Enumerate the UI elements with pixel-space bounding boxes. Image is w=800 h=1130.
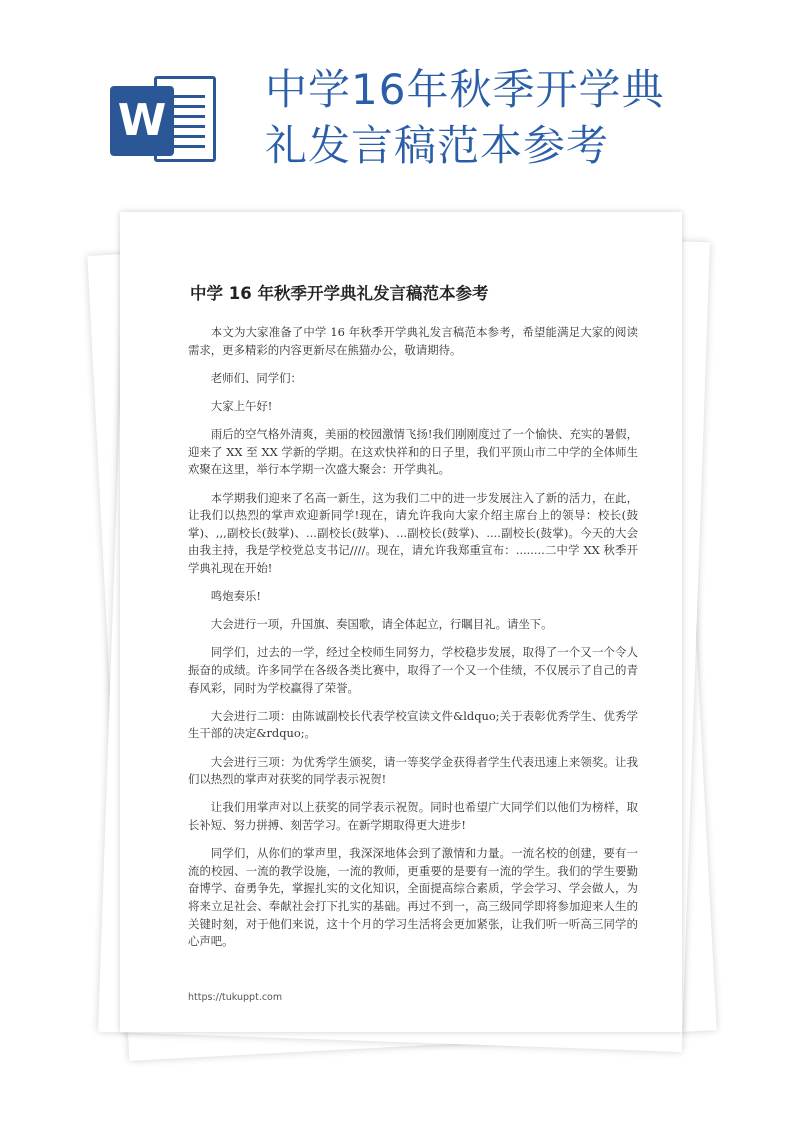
paragraph: 让我们用掌声对以上获奖的同学表示祝贺。同时也希望广大同学们以他们为榜样，取长补短、努力拼搏、刻苦学习。在新学期取得更大进步!: [188, 800, 638, 832]
document-body: [188, 324, 638, 961]
paragraph: 老师们、同学们：: [210, 370, 302, 385]
paragraph: 鸣炮奏乐!: [210, 589, 261, 604]
paragraph: 同学们，过去的一学，经过全校师生同努力，学校稳步发展，取得了一个又一个令人振奋的成绩。许多同学在各级各类比赛中，取得了一个又一个佳绩，不仅展示了自己的青春风彩，同时为学校赢得了荣誉。: [188, 645, 638, 695]
paragraph: 大会进行一项，升国旗、奏国歌，请全体起立，行瞩目礼。请坐下。: [210, 617, 553, 632]
paragraph: 雨后的空气格外清爽，美丽的校园激情飞扬!我们刚刚度过了一个愉快、充实的暑假，迎来了 XX 至 XX 学新的学期。在这欢快祥和的日子里，我们平顶山市二中学的全体师生欢聚在这里，举行本学期一次盛大聚会：开学典礼。: [188, 427, 638, 477]
document-title: 中学 16 年秋季开学典礼发言稿范本参考: [190, 284, 489, 303]
paragraph: 本文为大家准备了中学 16 年秋季开学典礼发言稿范本参考，希望能满足大家的阅读需求，更多精彩的内容更新尽在熊猫办公，敬请期待。: [188, 325, 638, 357]
document-page: [120, 212, 682, 1032]
paragraph: 同学们，从你们的掌声里，我深深地体会到了激情和力量。一流名校的创建，要有一流的校园、一流的教学设施，一流的教师，更重要的是要有一流的学生。我们的学生要勤奋博学、奋勇争先，掌握扎实的文化知识，全面提高综合素质，学会学习、学会做人，为将来立足社会、奉献社会打下扎实的基础。再过不到一，高三级同学即将参加迎来人生的关键时刻，对于他们来说，这十个月的学习生活将会更加紧张，让我们听一听高三同学的心声吧。: [188, 846, 638, 949]
footer-url: https://tukuppt.com: [188, 992, 283, 1003]
paragraph: 大会进行二项：由陈诚副校长代表学校宣读文件&ldquo;关于表彰优秀学生、优秀学生干部的决定&rdquo;。: [188, 708, 638, 741]
paragraph: 大会进行三项：为优秀学生颁奖，请一等奖学金获得者学生代表迅速上来领奖。让我们以热烈的掌声对获奖的同学表示祝贺!: [188, 754, 638, 787]
banner: [0, 0, 800, 200]
word-icon: [110, 72, 220, 168]
paragraph: 大家上午好!: [210, 398, 273, 413]
word-letter: W: [110, 86, 174, 156]
paragraph: 本学期我们迎来了名高一新生，这为我们二中的进一步发展注入了新的活力，在此，让我们以热烈的掌声欢迎新同学!现在，请允许我向大家介绍主席台上的领导：校长(鼓掌)、,,,副校长(鼓掌)、...副校长(鼓掌)、...副校长(鼓掌)、....副校长(鼓掌)。今天的大会由我主持，我是学校党总支书记////。现在，请允许我郑重宣布：........二中学 XX 秋季开学典礼现在开始!: [188, 490, 638, 575]
banner-title: 中学16年秋季开学典礼发言稿范本参考: [265, 65, 665, 170]
